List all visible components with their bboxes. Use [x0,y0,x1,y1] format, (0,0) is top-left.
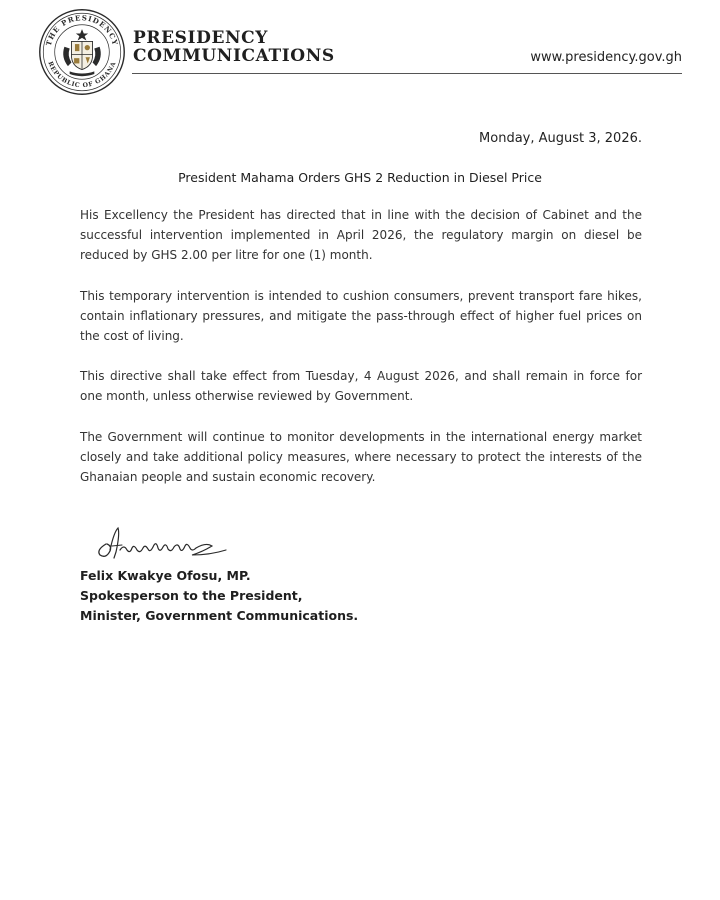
seal-ring-text-top: THE PRESIDENCY [43,13,121,47]
website-url: www.presidency.gov.gh [530,50,682,65]
org-name [133,29,335,65]
org-name-line2: COMMUNICATIONS [133,46,335,66]
signatory-name: Felix Kwakye Ofosu, MP. [80,568,251,583]
letter-date: Monday, August 3, 2026. [479,131,642,146]
letter-title: President Mahama Orders GHS 2 Reduction in Diesel Price [178,170,542,185]
signature-icon [92,522,232,562]
paragraph: This temporary intervention is intended to cushion consumers, prevent transport fare hikes, contain inflationary pressures, and mitigate the pass-through effect of higher fuel prices on the cost of living. [80,289,642,343]
presidency-seal-icon [38,8,126,96]
paragraph: His Excellency the President has directed that in line with the decision of Cabinet and the successful intervention implemented in April 2026, the regulatory margin on diesel be reduced by GHS 2.00 per litre for one (1) month. [80,208,642,262]
seal-ring-text-bottom: REPUBLIC OF GHANA [46,60,118,90]
signatory-title-line1: Spokesperson to the President, [80,588,303,603]
signatory-title-line2: Minister, Government Communications. [80,608,359,623]
paragraph: This directive shall take effect from Tuesday, 4 August 2026, and shall remain in force for one month, unless otherwise reviewed by Government. [80,369,642,403]
signatory-block [80,566,358,626]
org-name-line1: PRESIDENCY [133,28,269,48]
paragraph: The Government will continue to monitor developments in the international energy market closely and take additional policy measures, where necessary to protect the interests of the Ghanaian people and sustain economic recovery. [80,430,642,484]
header-divider [132,73,682,74]
